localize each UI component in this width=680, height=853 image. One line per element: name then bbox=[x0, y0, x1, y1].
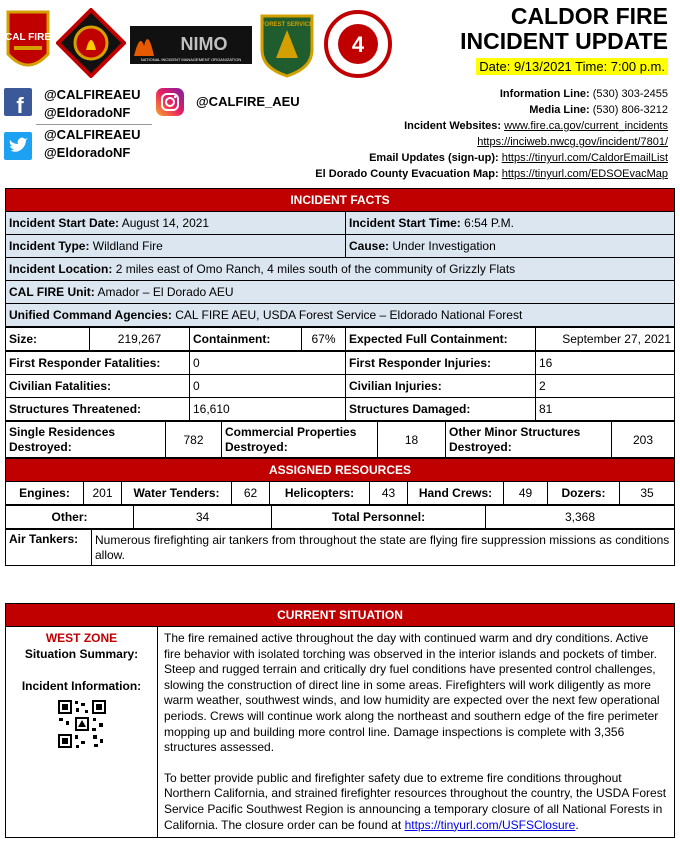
cause-value: Under Investigation bbox=[392, 239, 496, 253]
incident-information-label: Incident Information: bbox=[21, 679, 142, 693]
start-date-value: August 14, 2021 bbox=[121, 216, 210, 230]
twitter-handle-calfire[interactable]: @CALFIREAEU bbox=[44, 127, 141, 142]
incident-facts-table bbox=[5, 188, 675, 327]
incident-type-value: Wildland Fire bbox=[92, 239, 163, 253]
hand-crews-value: 49 bbox=[504, 482, 548, 505]
size-value: 219,267 bbox=[90, 328, 190, 351]
usfs-closure-link[interactable]: https://tinyurl.com/USFSClosure bbox=[404, 817, 576, 832]
fr-injuries-label: First Responder Injuries: bbox=[346, 352, 536, 375]
evacuation-map-label: El Dorado County Evacuation Map: bbox=[315, 168, 499, 180]
situation-sidebar bbox=[6, 627, 158, 837]
calfire-unit-value: Amador – El Dorado AEU bbox=[97, 285, 234, 299]
facebook-handle-eldorado[interactable]: @EldoradoNF bbox=[44, 105, 131, 120]
svg-text:4: 4 bbox=[351, 32, 365, 57]
forest-service-shield-logo bbox=[258, 12, 316, 78]
structures-damaged-value: 81 bbox=[536, 398, 675, 421]
dozers-value: 35 bbox=[620, 482, 675, 505]
calfire-logo bbox=[4, 8, 52, 78]
email-signup-link[interactable]: https://tinyurl.com/CaldorEmailList bbox=[501, 152, 668, 164]
structures-threatened-value: 16,610 bbox=[190, 398, 346, 421]
fr-fatalities-value: 0 bbox=[190, 352, 346, 375]
expected-containment-value: September 27, 2021 bbox=[536, 328, 675, 351]
hand-crews-label: Hand Crews: bbox=[408, 482, 504, 505]
twitter-handle-eldorado[interactable]: @EldoradoNF bbox=[44, 145, 131, 160]
situation-summary-label: Situation Summary: bbox=[24, 647, 139, 661]
water-tenders-value: 62 bbox=[232, 482, 270, 505]
info-line-value: (530) 303-2455 bbox=[592, 88, 668, 100]
team-4-incident-management-logo bbox=[324, 10, 392, 78]
civilian-fatalities-label: Civilian Fatalities: bbox=[6, 375, 190, 398]
twitter-icon[interactable] bbox=[4, 132, 32, 160]
civilian-injuries-value: 2 bbox=[536, 375, 675, 398]
destroyed-table bbox=[5, 421, 675, 458]
media-line-label: Media Line: bbox=[529, 104, 590, 116]
facebook-handles bbox=[44, 86, 140, 122]
date-time-line: Date: 9/13/2021 Time: 7:00 p.m. bbox=[476, 58, 668, 75]
incident-location-value: 2 miles east of Omo Ranch, 4 miles south of the community of Grizzly Flats bbox=[115, 262, 516, 276]
air-tankers-label: Air Tankers: bbox=[6, 530, 92, 566]
twitter-handles bbox=[44, 126, 140, 162]
incident-facts-heading: INCIDENT FACTS bbox=[6, 189, 675, 212]
engines-value: 201 bbox=[84, 482, 122, 505]
nimo-logo bbox=[130, 26, 252, 64]
total-personnel-value: 3,368 bbox=[486, 506, 675, 529]
evacuation-map-link[interactable]: https://tinyurl.com/EDSOEvacMap bbox=[501, 168, 668, 180]
incident-websites-label: Incident Websites: bbox=[404, 120, 502, 132]
structures-threatened-label: Structures Threatened: bbox=[6, 398, 190, 421]
qr-code-icon[interactable] bbox=[57, 699, 107, 749]
svg-text:CAL FIRE: CAL FIRE bbox=[5, 32, 51, 43]
current-situation-section bbox=[5, 603, 675, 838]
zone-label: WEST ZONE bbox=[45, 631, 118, 645]
containment-label: Containment: bbox=[190, 328, 302, 351]
size-label: Size: bbox=[6, 328, 90, 351]
commercial-properties-value: 18 bbox=[378, 422, 446, 458]
title-line-2: INCIDENT UPDATE bbox=[460, 28, 668, 54]
casualties-table bbox=[5, 351, 675, 421]
helicopters-label: Helicopters: bbox=[270, 482, 370, 505]
title-line-1: CALDOR FIRE bbox=[510, 3, 668, 29]
assigned-resources-table bbox=[5, 458, 675, 505]
air-tankers-value: Numerous firefighting air tankers from throughout the state are flying fire suppression missions as conditions allow. bbox=[92, 530, 675, 566]
minor-structures-value: 203 bbox=[612, 422, 675, 458]
situation-narrative bbox=[158, 627, 674, 837]
single-residences-value: 782 bbox=[166, 422, 222, 458]
inciweb-link[interactable]: https://inciweb.nwcg.gov/incident/7801/ bbox=[477, 136, 668, 148]
contact-info bbox=[315, 86, 668, 182]
situation-paragraph-2-end: . bbox=[575, 817, 579, 832]
unified-command-value: CAL FIRE AEU, USDA Forest Service – Eldorado National Forest bbox=[175, 308, 523, 322]
water-tenders-label: Water Tenders: bbox=[122, 482, 232, 505]
total-personnel-label: Total Personnel: bbox=[272, 506, 486, 529]
start-time-label: Incident Start Time: bbox=[349, 216, 461, 230]
header bbox=[0, 0, 680, 190]
containment-value: 67% bbox=[302, 328, 346, 351]
expected-containment-label: Expected Full Containment: bbox=[346, 328, 536, 351]
civilian-fatalities-value: 0 bbox=[190, 375, 346, 398]
svg-text:f: f bbox=[16, 93, 24, 116]
other-label: Other: bbox=[6, 506, 134, 529]
instagram-handle[interactable]: @CALFIRE_AEU bbox=[196, 94, 300, 109]
engines-label: Engines: bbox=[6, 482, 84, 505]
facebook-handle-calfire[interactable]: @CALFIREAEU bbox=[44, 87, 141, 102]
cause-label: Cause: bbox=[349, 239, 390, 253]
minor-structures-label: Other Minor Structures Destroyed: bbox=[446, 422, 612, 458]
start-date-label: Incident Start Date: bbox=[9, 216, 120, 230]
info-line-label: Information Line: bbox=[499, 88, 590, 100]
start-time-value: 6:54 P.M. bbox=[464, 216, 514, 230]
single-residences-label: Single Residences Destroyed: bbox=[6, 422, 166, 458]
helicopters-value: 43 bbox=[370, 482, 408, 505]
dozers-label: Dozers: bbox=[548, 482, 620, 505]
commercial-properties-label: Commercial Properties Destroyed: bbox=[222, 422, 378, 458]
unified-command-label: Unified Command Agencies: bbox=[9, 308, 172, 322]
current-situation-heading: CURRENT SITUATION bbox=[6, 604, 674, 627]
fr-fatalities-label: First Responder Fatalities: bbox=[6, 352, 190, 375]
calfire-website-link[interactable]: www.fire.ca.gov/current_incidents bbox=[504, 120, 668, 132]
fr-injuries-value: 16 bbox=[536, 352, 675, 375]
air-tankers-table bbox=[5, 529, 675, 566]
situation-paragraph-1: The fire remained active throughout the day with continued warm and dry conditions. Active fire behavior with isolated torching was observed in the interior islands and pockets of timber. Steep and rugged terrain and critically dry fuel conditions have presented control challenges, slowing the construction of direct line in some areas. Firefighters will work diligently as more warm weather, southwest winds, and low humidity are expected over the next few operational periods. Crews will continue work along the northeast and southern edge of the fire perimeter mopping up and building more control line. Damage inspections is complete with 3,356 structures assessed. bbox=[164, 631, 660, 755]
structures-damaged-label: Structures Damaged: bbox=[346, 398, 536, 421]
social-divider bbox=[36, 124, 152, 125]
calfire-unit-label: CAL FIRE Unit: bbox=[9, 285, 95, 299]
incident-type-label: Incident Type: bbox=[9, 239, 90, 253]
situation-paragraph-2-text: To better provide public and firefighter safety due to extreme fire conditions throughout Northern California, and strained firefighter resources throughout the country, the USDA Forest Service Pacific Southwest Region is announcing a temporary closure of all National Forests in California. The closure order can be found at bbox=[164, 770, 667, 832]
facebook-icon[interactable] bbox=[4, 88, 32, 116]
media-line-value: (530) 806-3212 bbox=[592, 104, 668, 116]
fire-department-badge-logo bbox=[56, 8, 126, 78]
email-updates-label: Email Updates (sign-up): bbox=[369, 152, 499, 164]
civilian-injuries-label: Civilian Injuries: bbox=[346, 375, 536, 398]
page-title bbox=[460, 4, 668, 54]
situation-paragraph-2 bbox=[164, 771, 668, 833]
assigned-resources-heading: ASSIGNED RESOURCES bbox=[6, 459, 675, 482]
svg-text:FOREST SERVICE: FOREST SERVICE bbox=[260, 22, 314, 28]
incident-stats-table bbox=[5, 327, 675, 351]
svg-text:NATIONAL INCIDENT MANAGEMENT O: NATIONAL INCIDENT MANAGEMENT ORGANIZATION bbox=[140, 57, 242, 62]
incident-facts-section bbox=[5, 188, 675, 566]
svg-text:NIMO: NIMO bbox=[180, 34, 228, 54]
other-value: 34 bbox=[134, 506, 272, 529]
instagram-icon[interactable] bbox=[156, 88, 184, 116]
resources-totals-table bbox=[5, 505, 675, 529]
incident-location-label: Incident Location: bbox=[9, 262, 113, 276]
